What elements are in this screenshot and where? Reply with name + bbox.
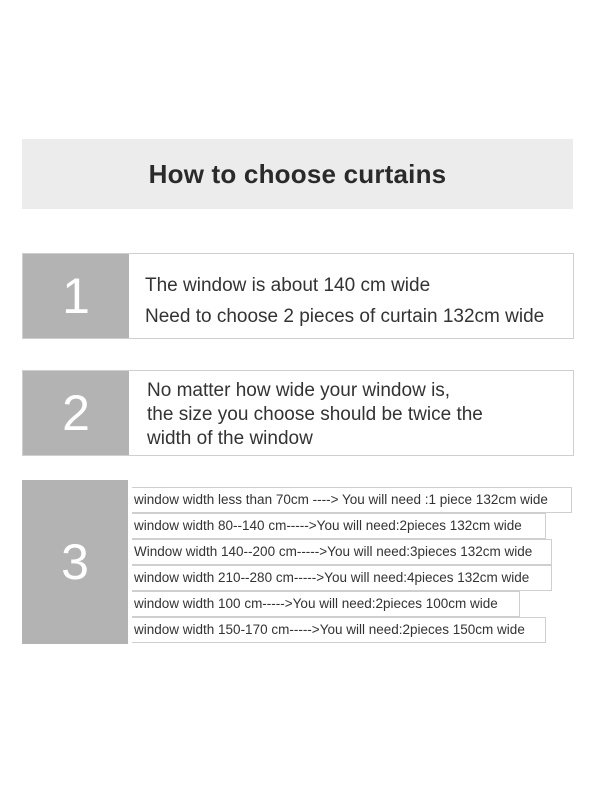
- step-number: 3: [22, 480, 128, 644]
- step-2-text: [129, 371, 573, 455]
- step-1-card: [22, 253, 574, 339]
- title-banner: [22, 139, 573, 209]
- size-guide-row: window width 210--280 cm----->You will need:4pieces 132cm wide: [132, 565, 552, 591]
- step-text-line: Need to choose 2 pieces of curtain 132cm wide: [145, 306, 545, 327]
- step-text-line: The window is about 140 cm wide: [145, 275, 431, 296]
- step-number: 1: [23, 254, 129, 338]
- step-1-text: [129, 254, 573, 338]
- step-text-line: No matter how wide your window is,: [147, 380, 451, 401]
- size-guide-row: window width 150-170 cm----->You will need:2pieces 150cm wide: [132, 617, 546, 643]
- step-number: 2: [23, 371, 129, 455]
- size-guide-row: window width less than 70cm ----> You will need :1 piece 132cm wide: [132, 487, 572, 513]
- step-text-line: the size you choose should be twice the: [147, 404, 483, 425]
- size-guide-row: window width 100 cm----->You will need:2pieces 100cm wide: [132, 591, 520, 617]
- size-guide-row: window width 80--140 cm----->You will need:2pieces 132cm wide: [132, 513, 546, 539]
- page-title: How to choose curtains: [148, 158, 447, 189]
- size-guide-list: [128, 480, 574, 644]
- step-3-card: [22, 480, 574, 644]
- step-2-card: [22, 370, 574, 456]
- size-guide-row: Window width 140--200 cm----->You will need:3pieces 132cm wide: [132, 539, 552, 565]
- step-text-line: width of the window: [147, 428, 313, 449]
